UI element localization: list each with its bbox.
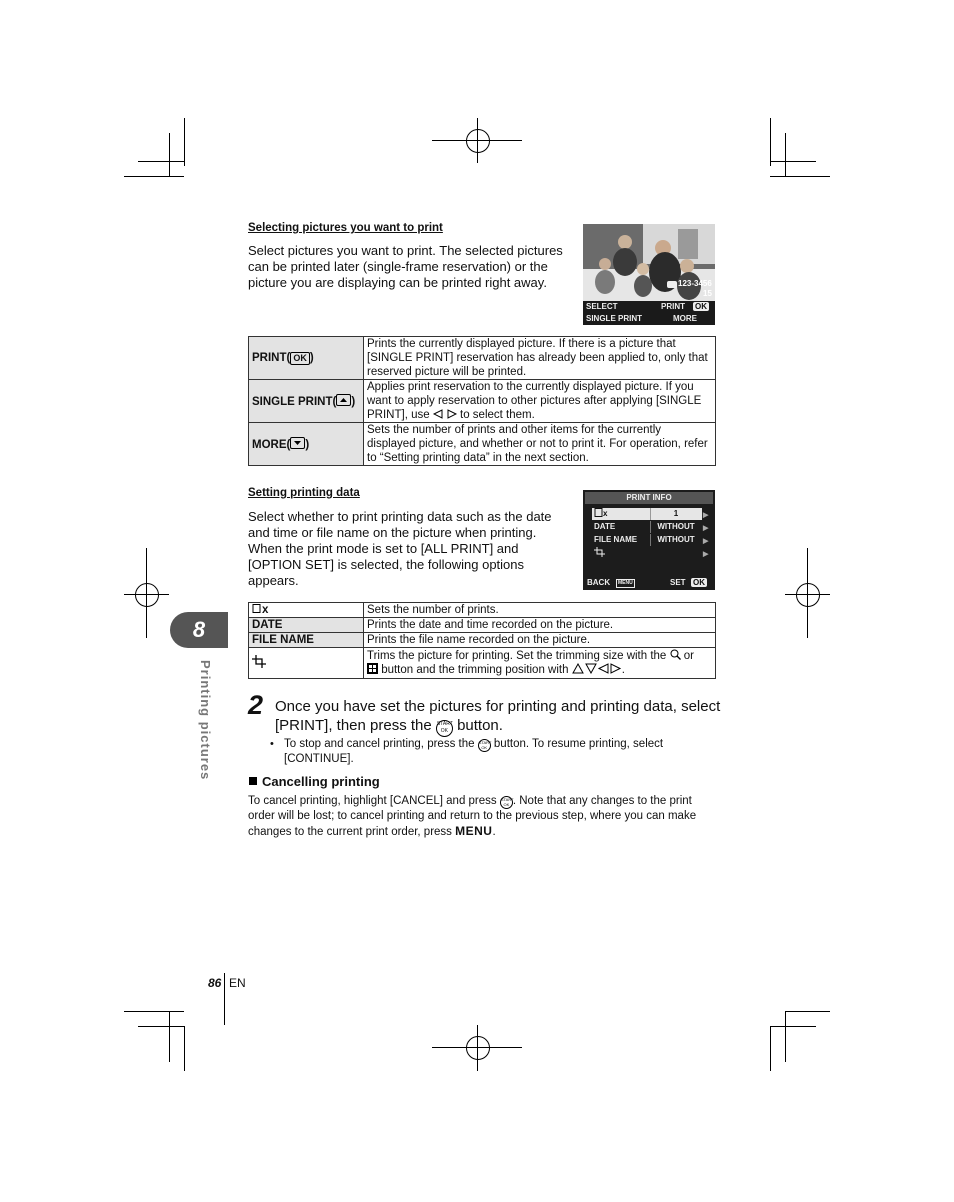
data-label (249, 648, 364, 679)
cancel-text: To cancel printing, highlight [CANCEL] and press START OK . Note that any changes to the print order will be lost; to cancel printing and return to the previous step, where you can make changes to the current print order, press MENU. (248, 795, 697, 838)
menu-row-value: WITHOUT (650, 521, 701, 533)
ok-button-icon: OK (290, 352, 310, 365)
option-description: Applies print reservation to the currently displayed picture. If you want to apply reservation to other pictures after applying [SINGLE PRINT], use to select them. (364, 380, 716, 423)
step-text: Once you have set the pictures for printing and printing data, select [PRINT], then press the START OK button. (275, 697, 725, 737)
chapter-tab: 8 (170, 612, 228, 648)
section-title: Selecting pictures you want to print (248, 222, 443, 234)
menu-row-prints (592, 508, 702, 520)
crop-mark (785, 1011, 830, 1012)
table-row (249, 603, 716, 618)
language-label: EN (229, 976, 246, 990)
print-options-table (248, 336, 716, 466)
screen-title: PRINT INFO (585, 492, 713, 504)
option-description: Prints the currently displayed picture. If there is a picture that [SINGLE PRINT] reservation has already been applied to, only that reserved picture will be printed. (364, 337, 716, 380)
option-label: PRINT( OK ) (249, 337, 364, 380)
guide-bar-2 (583, 313, 715, 325)
index-view-icon (367, 663, 378, 674)
chapter-label: Printing pictures (198, 660, 213, 781)
crop-mark (785, 1012, 786, 1062)
trim-icon (594, 547, 605, 561)
print-info-screen (583, 490, 715, 590)
ok-icon: OK (695, 302, 707, 311)
select-label: SELECT (586, 302, 618, 311)
data-description: Prints the date and time recorded on the picture. (364, 618, 716, 633)
more-label: MORE (673, 314, 697, 323)
menu-key-icon: MENU (618, 580, 633, 586)
start-ok-button-icon: START OK (478, 740, 492, 750)
menu-row-key: FILE NAME (594, 535, 638, 544)
section-text: Select whether to print printing data such as the date and time or file name on the picture when printing. When the print mode is set to [ALL PRINT] and [OPTION SET] is selected, the following options appears. (248, 509, 552, 588)
option-label: SINGLE PRINT( ) (249, 380, 364, 423)
ok-icon: OK (693, 578, 705, 587)
registration-circle (135, 583, 159, 607)
data-label: x (249, 603, 364, 618)
table-row (249, 648, 716, 679)
data-description: Sets the number of prints. (364, 603, 716, 618)
frame-number: 15 (703, 289, 712, 298)
four-way-arrows-icon (572, 663, 622, 674)
crop-mark (138, 161, 184, 162)
back-label: BACK (587, 578, 611, 587)
menu-row-value: WITHOUT (650, 534, 701, 546)
menu-button-label: MENU (455, 823, 493, 838)
arrow-up-key-icon (336, 394, 351, 406)
registration-circle (466, 1036, 490, 1060)
data-description: Trims the picture for printing. Set the trimming size with the or button and the trimming position with . (364, 648, 716, 679)
step-number: 2 (248, 690, 264, 720)
crop-mark (770, 118, 771, 166)
screen-footer (583, 576, 715, 589)
zoom-icon (670, 649, 681, 660)
prints-icon: x (594, 508, 607, 520)
left-right-arrows-icon (433, 409, 457, 419)
section-text: Select pictures you want to print. The selected pictures can be printed later (single-frame reservation) or the picture you are displaying can be printed right away. (248, 243, 563, 290)
option-description: Sets the number of prints and other items for the currently displayed picture, and whether or not to print it. For operation, refer to “Setting printing data” in the next section. (364, 423, 716, 466)
set-label: SET (670, 578, 686, 587)
crop-mark (770, 161, 816, 162)
page-number: 86 (208, 976, 222, 990)
square-bullet-icon (249, 777, 257, 785)
printing-data-table (248, 602, 716, 679)
table-row (249, 337, 716, 380)
crop-mark (770, 1026, 771, 1071)
arrow-icon: ▶ (703, 551, 709, 558)
menu-row-value: 1 (650, 508, 701, 520)
memory-card-icon (667, 281, 677, 288)
crop-mark (169, 133, 170, 176)
crop-mark (184, 1026, 185, 1071)
registration-circle (466, 129, 490, 153)
arrow-icon: ▶ (703, 525, 709, 532)
arrow-icon: ▶ (703, 512, 709, 519)
registration-circle (796, 583, 820, 607)
arrow-down-key-icon (290, 437, 305, 449)
crop-mark (770, 176, 830, 177)
crop-mark (770, 1026, 816, 1027)
camera-playback-screen (583, 224, 715, 325)
crop-mark (785, 133, 786, 176)
table-row (249, 633, 716, 648)
footer-divider (224, 973, 225, 1025)
single-print-label: SINGLE PRINT (586, 314, 643, 323)
option-label: MORE( ) (249, 423, 364, 466)
table-row (249, 423, 716, 466)
photo-image (583, 224, 715, 301)
data-description: Prints the file name recorded on the picture. (364, 633, 716, 648)
menu-row-trim (592, 547, 702, 559)
crop-mark (124, 176, 184, 177)
bullet-icon: • (270, 738, 274, 750)
table-row (249, 618, 716, 633)
crop-mark (169, 1012, 170, 1062)
prints-icon (252, 604, 262, 614)
bullet-text: To stop and cancel printing, press the START OK button. To resume printing, select [CONTINUE]. (284, 738, 664, 765)
file-counter: 123-3456 (678, 279, 712, 288)
start-ok-button-icon: START OK (436, 720, 453, 737)
menu-row-key: DATE (594, 522, 616, 531)
menu-row-date (592, 521, 702, 533)
arrow-icon: ▶ (703, 538, 709, 545)
data-label: FILE NAME (249, 633, 364, 648)
trim-icon (252, 655, 266, 668)
guide-bar-1 (583, 301, 715, 313)
menu-row-file-name (592, 534, 702, 546)
section-title: Setting printing data (248, 487, 360, 499)
print-label: PRINT (661, 302, 685, 311)
table-row (249, 380, 716, 423)
crop-mark (138, 1026, 184, 1027)
data-label: DATE (249, 618, 364, 633)
crop-mark (184, 118, 185, 166)
cancel-heading: Cancelling printing (262, 774, 380, 789)
start-ok-button-icon: START OK (500, 797, 514, 807)
crop-mark (124, 1011, 184, 1012)
